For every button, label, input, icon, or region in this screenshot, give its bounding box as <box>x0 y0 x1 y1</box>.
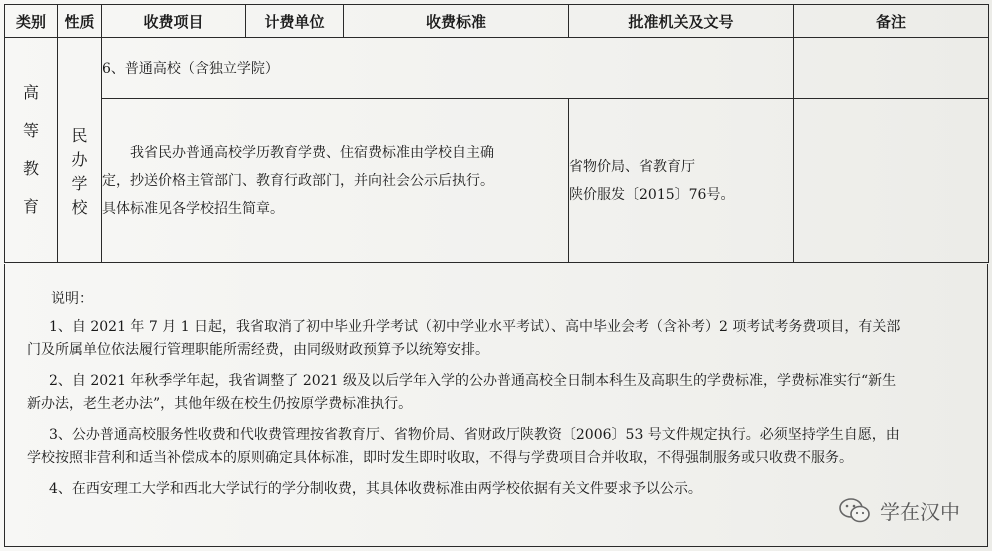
cat-vert-char: 等 <box>22 121 39 140</box>
note-2-line-1: 2、自 2021 年秋季学年起，我省调整了 2021 级及以后学年入学的公办普通高校全日制本科生及高职生的学费标准，学费标准实行“新生 <box>49 373 897 389</box>
nature-text <box>58 124 101 220</box>
note-1-line-2: 门及所属单位依法履行管理职能所需经费，由同级财政预算予以统筹安排。 <box>27 342 489 358</box>
standard-line-1: 我省民办普通高校学历教育学费、住宿费标准由学校自主确 <box>130 144 494 161</box>
note-2 <box>27 370 973 416</box>
approval-cell <box>569 99 794 263</box>
header-nature: 性质 <box>58 5 102 38</box>
notes-heading: 说明： <box>51 291 93 307</box>
header-remarks: 备注 <box>794 5 989 38</box>
approval-line-2: 陕价服发〔2015〕76号。 <box>569 186 735 203</box>
nat-vert-char: 学 <box>71 174 88 193</box>
cat-vert-char: 育 <box>22 197 39 216</box>
category-cell <box>5 38 58 263</box>
nature-cell <box>58 38 102 263</box>
cat-vert-char: 高 <box>22 83 39 102</box>
header-item: 收费项目 <box>102 5 246 38</box>
watermark-text: 学在汉中 <box>880 500 960 524</box>
watermark <box>838 496 960 525</box>
nat-vert-char: 办 <box>71 150 88 169</box>
note-1-line-1: 1、自 2021 年 7 月 1 日起，我省取消了初中毕业升学考试（初中学业水平考试）、高中毕业会考（含补考）2 项考试考务费项目，有关部 <box>49 319 901 335</box>
item-row <box>5 38 989 99</box>
note-3-line-2: 学校按照非营利和适当补偿成本的原则确定具体标准，即时发生即时收取，不得与学费项目合并收取，不得强制服务或只收费不服务。 <box>27 450 853 466</box>
note-4-line-1: 4、在西安理工大学和西北大学试行的学分制收费，其具体收费标准由两学校依据有关文件要求予以公示。 <box>49 481 702 497</box>
standard-cell <box>102 99 569 263</box>
standard-line-3: 具体标准见各学校招生简章。 <box>102 200 284 217</box>
remarks-cell-2 <box>794 99 989 263</box>
header-category: 类别 <box>5 5 58 38</box>
note-3 <box>27 424 973 470</box>
standard-row <box>5 99 989 263</box>
category-text <box>5 78 57 222</box>
header-standard: 收费标准 <box>344 5 569 38</box>
nat-vert-char: 校 <box>71 198 88 217</box>
header-approval: 批准机关及文号 <box>569 5 794 38</box>
header-unit: 计费单位 <box>246 5 344 38</box>
nat-vert-char: 民 <box>71 126 88 145</box>
note-4 <box>33 478 973 501</box>
note-2-line-2: 新办法，老生老办法”，其他年级在校生仍按原学费标准执行。 <box>27 396 413 412</box>
fee-table <box>4 4 989 263</box>
note-1 <box>27 316 973 362</box>
cat-vert-char: 教 <box>22 159 39 178</box>
item-title: 6、普通高校（含独立学院） <box>102 38 794 99</box>
remarks-cell-1 <box>794 38 989 99</box>
wechat-icon <box>838 497 872 525</box>
standard-line-2: 定，抄送价格主管部门、教育行政部门，并向社会公示后执行。 <box>102 172 494 189</box>
approval-line-1: 省物价局、省教育厅 <box>569 158 695 175</box>
header-row <box>5 5 989 38</box>
note-3-line-1: 3、公办普通高校服务性收费和代收费管理按省教育厅、省物价局、省财政厅陕教资〔2006〕53 号文件规定执行。必须坚持学生自愿，由 <box>49 427 900 443</box>
